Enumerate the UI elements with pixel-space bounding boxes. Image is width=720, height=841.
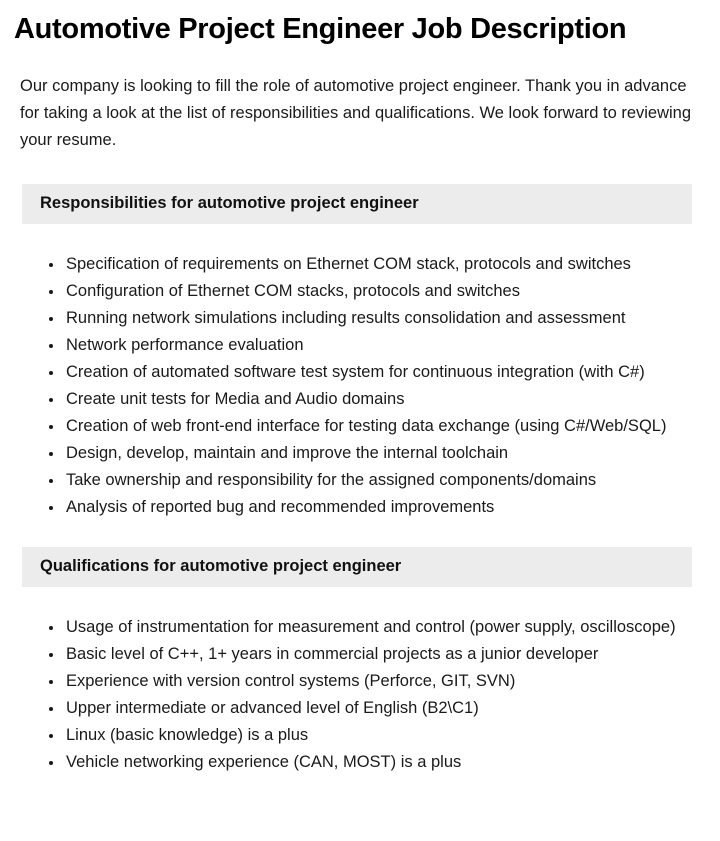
list-item: • Running network simulations including results consolidation and assessment <box>64 305 692 332</box>
qualifications-section-header <box>22 547 692 587</box>
list-item: • Take ownership and responsibility for the assigned components/domains <box>64 467 692 494</box>
list-item: • Vehicle networking experience (CAN, MOST) is a plus <box>64 749 692 776</box>
list-item: • Experience with version control systems (Perforce, GIT, SVN) <box>64 668 692 695</box>
responsibilities-list <box>20 251 692 521</box>
list-item: • Linux (basic knowledge) is a plus <box>64 722 692 749</box>
list-item: • Creation of automated software test system for continuous integration (with C#) <box>64 359 692 386</box>
list-item: • Creation of web front-end interface for testing data exchange (using C#/Web/SQL) <box>64 413 692 440</box>
responsibilities-section-header <box>22 184 692 224</box>
list-item: • Usage of instrumentation for measurement and control (power supply, oscilloscope) <box>64 614 692 641</box>
qualifications-section-heading: Qualifications for automotive project engineer <box>40 556 402 575</box>
list-item: • Specification of requirements on Ethernet COM stack, protocols and switches <box>64 251 692 278</box>
list-item: • Configuration of Ethernet COM stacks, protocols and switches <box>64 278 692 305</box>
list-item: • Design, develop, maintain and improve the internal toolchain <box>64 440 692 467</box>
qualifications-section <box>20 547 692 776</box>
list-item: • Analysis of reported bug and recommended improvements <box>64 494 692 521</box>
responsibilities-section <box>20 184 692 521</box>
intro-paragraph: Our company is looking to fill the role of automotive project engineer. Thank you in advance for taking a look at the list of responsibilities and qualifications. We look forward to reviewing your resume. <box>20 76 692 149</box>
responsibilities-section-heading: Responsibilities for automotive project engineer <box>40 193 419 212</box>
list-item: • Network performance evaluation <box>64 332 692 359</box>
page-title: Automotive Project Engineer Job Description <box>14 13 627 45</box>
qualifications-list <box>20 614 692 776</box>
list-item: • Basic level of C++, 1+ years in commercial projects as a junior developer <box>64 641 692 668</box>
list-item: • Create unit tests for Media and Audio domains <box>64 386 692 413</box>
list-item: • Upper intermediate or advanced level of English (B2\C1) <box>64 695 692 722</box>
